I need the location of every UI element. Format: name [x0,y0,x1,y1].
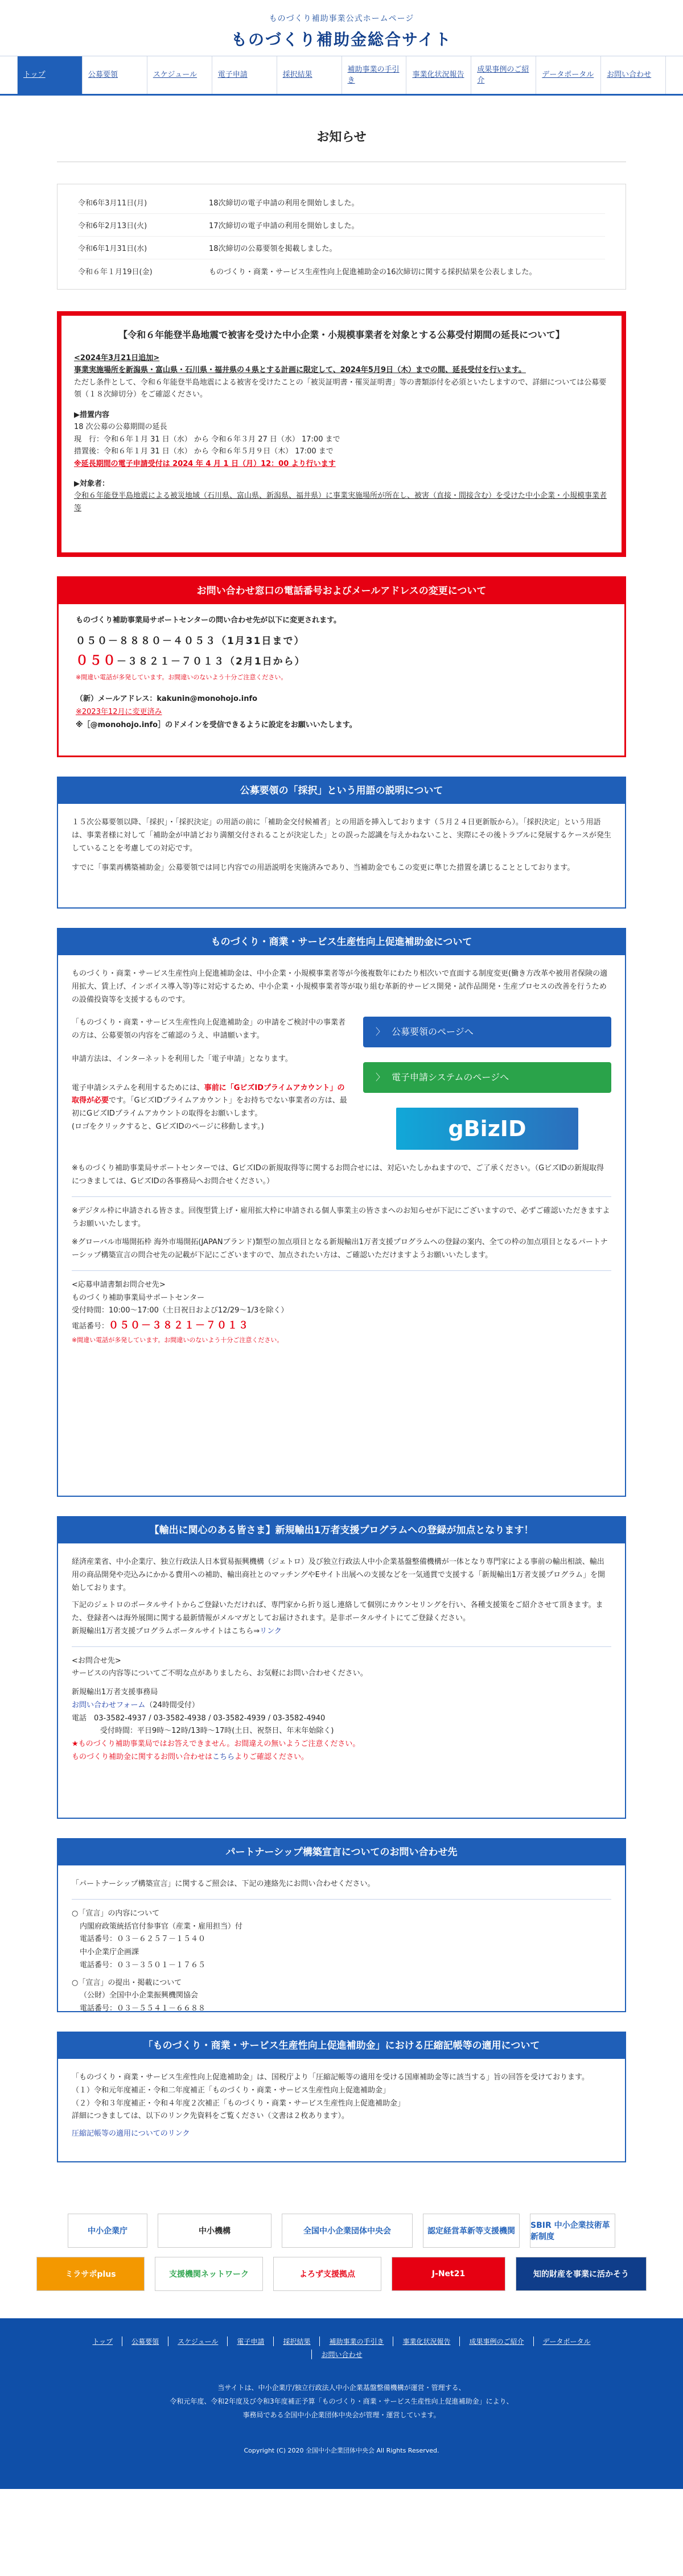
partnership-b1: ○「宣言」の提出・掲載について [72,1978,182,1987]
export-p1: 経済産業省、中小企業庁、独立行政法人日本貿易振興機構（ジェトロ）及び独立行政法人中小企業基盤整備機構が一体となり専門家による事前の輸出相談、輸出用の商品開発や売込みにかかる費用への補助、輸出商社とのマッチングやEサイト出展への支援などを一気通貫で支援する「新規輸出1万者支援プログラム」を開始しております。 [72,1558,606,1592]
export-portal-link[interactable]: リンク [260,1626,282,1636]
export-heading: 【輸出に関心のある皆さま】新規輸出1万者支援プログラムへの登録が加点となります！ [58,1517,625,1543]
saitaku-term-section [57,777,626,909]
news-text: 18次締切の公募要領を掲載しました。 [209,245,337,253]
guidelines-page-button-label: 公募要領のページへ [392,1026,474,1038]
subsidy-p2: 申請方法は、インターネットを利用した「電子申請」となります。 [72,1054,293,1063]
logo-yorozu[interactable]: よろず支援拠点 [273,2257,381,2291]
nav-item-data-portal[interactable]: データポータル [536,56,600,94]
gbizid-logo[interactable]: gBizID [396,1108,578,1150]
site-header [0,0,683,56]
export-redirect-link[interactable]: こちら [212,1752,235,1761]
footer-line-2: 令和元年度、令和2年度及び令和3年度補正予算「ものづくり・商業・サービス生産性向上促進補助金」により、 [170,2397,513,2405]
chevron-right-icon: 〉 [376,1072,385,1083]
logo-support-agency[interactable]: 認定経営革新等支援機関 [423,2214,520,2248]
logo-sbir[interactable]: SBIR 中小企業技術革新制度 [530,2214,615,2248]
subsidy-about-section [57,928,626,1497]
tax-link[interactable]: 圧縮記帳等の適用についてのリンク [72,2129,190,2138]
news-date: 令和６年１月19日(金) [78,267,153,276]
logo-chuokai[interactable]: 全国中小企業団体中央会 [282,2214,413,2248]
guidelines-page-button[interactable] [363,1017,611,1047]
contact-mail-note: ※［@monohojo.info］のドメインを受信できるように設定をお願いいたします。 [76,720,357,729]
notice-sched-2: 措置後：令和６年１月 31 日（水） から 令和６年５月９日（木） 17:00 まで [74,447,334,456]
export-contact-redirect [72,1751,611,1764]
subsidy-p3b: 事前に「GビズIDプライムアカウント」の取得が必要 [72,1083,345,1105]
site-title[interactable]: ものづくり補助金総合サイト [231,30,452,49]
footer-link-guidelines[interactable]: 公募要領 [122,2336,168,2346]
logo-jnet21[interactable]: J-Net21 [392,2257,505,2291]
export-contact-tel: 電話 03-3582-4937 / 03-3582-4938 / 03-3582-4939 / 03-3582-4940 [72,1714,326,1723]
contact-tel-new [76,650,607,672]
export-inquiry-form-link[interactable]: お問い合わせフォーム [72,1700,146,1710]
footer-link-results[interactable]: 採択結果 [273,2336,319,2346]
partnership-section [57,1838,626,2012]
subsidy-note-2: ※デジタル枠に申請される皆さま。回復型賃上げ・雇用拡大枠に申請される個人事業主の皆さまへのお知らせが下記にございますので、必ずご確認いただきますようお願いいたします。 [72,1206,610,1228]
notice-sched-title: ▶措置内容 [74,410,109,419]
export-form-note: （24時間受付） [145,1700,199,1710]
subsidy-note-3: ※グローバル市場開拓枠 海外市場開拓(JAPANブランド)類型の加点項目となる新規輸出1万者支援プログラムへの登録の案内、全ての枠の加点項目となるパートナーシップ構築宣言の問合せ先の記載が下記にございますので、加点されたい方は、ご確認いただけますようお願いいたします。 [72,1238,608,1260]
export-p3 [72,1625,611,1638]
footer-link-contact[interactable]: お問い合わせ [311,2350,371,2359]
export-program-section [57,1516,626,1819]
notice-sched-1: 現 行：令和６年１月 31 日（水） から 令和６年３月 27 日（水） 17:00 まで [74,435,340,444]
partnership-a1: ○「宣言」の内容について [72,1909,160,1918]
news-date: 令和6年2月13日(火) [78,222,147,230]
subsidy-p3 [72,1082,351,1121]
notice-heading: 【令和６年能登半島地震で被害を受けた中小企業・小規模事業者を対象とする公募受付期間の延長について】 [118,329,565,340]
nav-item-handbook[interactable]: 補助事業の手引き [342,56,406,94]
nav-item-contact[interactable]: お問い合わせ [600,56,666,94]
subsidy-heading: ものづくり・商業・サービス生産性向上促進補助金について [58,929,625,955]
notice-target-title: ▶対象者： [74,479,109,488]
export-p2: 下記のジェトロのポータルサイトからご登録いただければ、専門家から折り返し連絡して個別にカウンセリングを行い、各種支援策をご紹介させて頂きます。また、登録者へは海外展開に関する最新情報がメルマガとしてお届けされます。是非ポータルサイトにてご登録ください。 [72,1601,603,1623]
partnership-b3: 電話番号：０３－５５４１－６６８８ [80,2004,206,2013]
contact-heading: お問い合わせ窓口の電話番号およびメールアドレスの変更について [59,578,624,604]
e-application-page-button[interactable] [363,1062,611,1093]
footer-link-data-portal[interactable]: データポータル [533,2336,600,2346]
export-redirect-a: ものづくり補助金に関するお問い合わせは [72,1752,213,1761]
earthquake-notice [57,311,626,557]
chevron-right-icon: 〉 [376,1026,385,1038]
partnership-heading: パートナーシップ構築宣言についてのお問い合わせ先 [58,1839,625,1865]
application-contact-title: <応募申請書類お問合せ先> [72,1280,166,1289]
subsidy-intro: ものづくり・商業・サービス生産性向上促進補助金は、中小企業・小規模事業者等が今後複数年にわたり相次いで直面する制度変更(働き方改革や被用者保険の適用拡大、賃上げ、インボイス導入等)等に対応するため、中小企業・小規模事業者等が取り組む革新的サービス開発・試作品開発・生産プロセスの改善を行うための設備投資等を支援するものです。 [72,969,608,1004]
logo-chusho[interactable]: 中小企業庁 [68,2214,147,2248]
news-row[interactable] [78,259,605,282]
news-row[interactable] [78,214,605,237]
partner-logos [0,2214,683,2291]
notice-line2: ただし条件として、令和６年能登半島地震による被害を受けたことの「被災証明書・罹災証明書」等の書類添付を必須といたしますので、詳細については公募要領（１８次締切分）をご確認ください。 [74,378,607,399]
nav-item-top[interactable]: トップ [17,56,82,94]
tax-p1: 「ものづくり・商業・サービス生産性向上促進補助金」は、国税庁より「圧縮記帳等の適用を受ける国庫補助金等に該当する」旨の回答を受けております。 [72,2073,589,2082]
notice-added: <2024年3月21日追加> [74,354,160,362]
footer-link-top[interactable]: トップ [92,2338,113,2346]
footer-link-e-application[interactable]: 電子申請 [227,2336,273,2346]
news-text: 18次締切の電子申請の利用を開始しました。 [209,199,359,208]
application-contact-hours: 受付時間：10:00〜17:00（土日祝日および12/29〜1/3を除く） [72,1306,289,1315]
partnership-a2: 内閣府政策統括官付参事官（産業・雇用担当）付 [80,1922,243,1931]
contact-mail-date: ※2023年12月に変更済み [76,708,162,716]
contact-change-section [57,576,626,757]
partnership-a3: 電話番号：０３－６２５７－１５４０ [80,1935,206,1944]
export-contact-text: サービスの内容等についてご不明な点がありましたら、お気軽にお問い合わせください。 [72,1669,368,1678]
export-p3-text: 新規輸出1万者支援プログラムポータルサイトはこちら⇒ [72,1626,260,1636]
news-row[interactable] [78,237,605,259]
application-tel-label: 電話番号： [72,1322,109,1331]
tax-item-1: （１）令和元年度補正・令和二年度補正「ものづくり・商業・サービス生産性向上促進補助金」 [72,2086,390,2095]
export-contact-org: 新規輸出1万者支援事務局 [72,1688,158,1696]
logo-ip[interactable]: 知的財産を事業に活かそう [516,2257,647,2291]
logo-mirasapo[interactable]: ミラサポplus [36,2257,145,2291]
tax-p2: 詳細につきましては、以下のリンク先資料をご覧ください（文書は２枚あります）。 [72,2112,349,2121]
page-title: お知らせ [316,130,367,145]
news-text: 17次締切の電子申請の利用を開始しました。 [209,222,359,230]
notice-line1: 事業実施場所を新潟県・富山県・石川県・福井県の４県とする計画に限定して、2024年5月9日（木）までの間、延長受付を行います。 [74,366,526,375]
application-contact-tel [72,1318,611,1335]
subsidy-p1: 「ものづくり・商業・サービス生産性向上促進補助金」の申請をご検討中の事業者の方は、公募要領の内容をご確認のうえ、申請願います。 [72,1018,346,1040]
export-contact-hours: 受付時間：平日9時〜12時/13時〜17時(土日、祝祭日、年末年始除く) [100,1727,334,1736]
global-nav [0,56,683,96]
copyright: Copyright (C) 2020 全国中小企業団体中央会 All Rights Reserved. [244,2447,439,2454]
partnership-b2: （公財）全国中小企業振興機関協会 [80,1991,199,2000]
contact-intro: ものづくり補助事業局サポートセンターの問い合わせ先が以下に変更されます。 [76,616,342,625]
footer-links [0,2318,683,2359]
contact-tel-note: ※間違い電話が多発しています。お間違いのないよう十分ご注意ください。 [76,674,287,681]
footer-link-case-studies[interactable]: 成果事例のご紹介 [459,2336,533,2346]
footer-link-status-report[interactable]: 事業化状況報告 [393,2336,459,2346]
news-date: 令和6年3月11日(月) [78,199,147,208]
news-list [57,184,626,290]
tax-item-2: （２）令和３年度補正・令和４年度２次補正「ものづくり・商業・サービス生産性向上促進補助金」 [72,2099,405,2108]
logo-network[interactable]: 支援機関ネットワーク [155,2257,263,2291]
site-footer [0,2318,683,2489]
contact-tel-new-rest: －３８２１－７０１３（2月1日から） [117,655,306,667]
notice-sched-3: ※延長期間の電子申請受付は 2024 年 4 月 1 日（月）12：00 より行います [74,459,336,468]
contact-tel-old: ０５０－８８８０－４０５３（1月31日まで） [76,635,305,647]
footer-text [0,2381,683,2422]
export-contact-title: <お問合せ先> [72,1656,121,1665]
footer-line-3: 事務局である全国中小企業団体中央会が管理・運営しています。 [242,2411,441,2419]
footer-line-1: 当サイトは、中小企業庁/独立行政法人中小企業基盤整備機構が運営・管理する、 [217,2384,466,2392]
saitaku-p1: １５次公募要領以降、「採択」・「採択決定」の用語の前に「補助金交付候補者」との用語を挿入しております（５月２４日更新版から）。「採択決定」という用語は、事業者様に対して「補助金が申請どおり満額交付されることが決定した」との誤った認識を与えかねないこと、実際にその後トラブルに発展するケースが発生していることを考慮しての対応です。 [72,818,611,853]
logo-smrj[interactable]: 中小機構 [158,2214,271,2248]
footer-link-handbook[interactable]: 補助事業の手引き [319,2336,393,2346]
nav-item-guidelines[interactable]: 公募要領 [82,56,147,94]
site-subtitle: ものづくり補助事業公式ホームページ [269,14,414,23]
nav-item-results[interactable]: 採択結果 [277,56,342,94]
contact-mail: （新）メールアドレス：kakunin@monohojo.info [76,695,258,704]
footer-link-schedule[interactable]: スケジュール [168,2336,227,2346]
news-row[interactable] [78,191,605,214]
application-tel-number: ０５０－３８２１－７０１３ [109,1320,250,1331]
export-contact-warning: ★ものづくり補助事業局ではお答えできません。お間違えの無いようご注意ください。 [72,1740,360,1748]
partnership-intro: 「パートナーシップ構築宣言」に関するご照会は、下記の連絡先にお問い合わせください。 [72,1880,375,1888]
saitaku-heading: 公募要領の「採択」という用語の説明について [58,778,625,804]
contact-tel-new-prefix: ０５０ [76,653,117,668]
nav-item-e-application[interactable]: 電子申請 [212,56,277,94]
partnership-a5: 電話番号：０３－３５０１－１７６５ [80,1960,206,1970]
notice-target: 令和６年能登半島地震による被災地域（石川県、富山県、新潟県、福井県）に事業実施場所が所在し、被害（直接・間接含む）を受けた中小企業・小規模事業者等 [74,492,607,513]
export-redirect-c: よりご確認ください。 [234,1752,309,1761]
e-application-page-button-label: 電子申請システムのページへ [392,1072,509,1083]
notice-sched-sub: 18 次公募の公募期間の延長 [74,423,167,432]
subsidy-p3c: です。「GビズIDプライムアカウント」をお持ちでない事業者の方は、最初にGビズIDプライムアカウントの取得をお願いします。 [72,1096,347,1118]
nav-item-status-report[interactable]: 事業化状況報告 [406,56,471,94]
application-contact-org: ものづくり補助事業局サポートセンター [72,1293,205,1302]
news-date: 令和6年1月31日(水) [78,245,147,253]
saitaku-p2: すでに「事業再構築補助金」公募要領では同じ内容での用語説明を実施済みであり、当補助金でもこの変更に準じた措置を講じることとしております。 [72,864,575,873]
tax-section [57,2032,626,2162]
subsidy-p3a: 電子申請システムを利用するためには、 [72,1083,204,1092]
tax-heading: 「ものづくり・商業・サービス生産性向上促進補助金」における圧縮記帳等の適用について [58,2033,625,2059]
news-text: ものづくり・商業・サービス生産性向上促進補助金の16次締切に関する採択結果を公表しました。 [209,267,537,276]
nav-item-case-studies[interactable]: 成果事例のご紹介 [471,56,536,94]
nav-item-schedule[interactable]: スケジュール [147,56,212,94]
partnership-a4: 中小企業庁企画課 [80,1948,139,1956]
main-content [57,127,626,2162]
subsidy-note-1: ※ものづくり補助事業局サポートセンターでは、GビズIDの新規取得等に関するお問合せには、対応いたしかねますので、ご了承ください。（GビズIDの新規取得につきましては、GビズIDの各事務局へお問合せください。） [72,1164,604,1186]
application-tel-note: ※間違い電話が多発しています。お間違いのないよう十分ご注意ください。 [72,1336,283,1344]
export-contact-form [72,1699,611,1712]
subsidy-p3d: (ロゴをクリックすると、GビズIDのページに移動します。) [72,1122,264,1131]
